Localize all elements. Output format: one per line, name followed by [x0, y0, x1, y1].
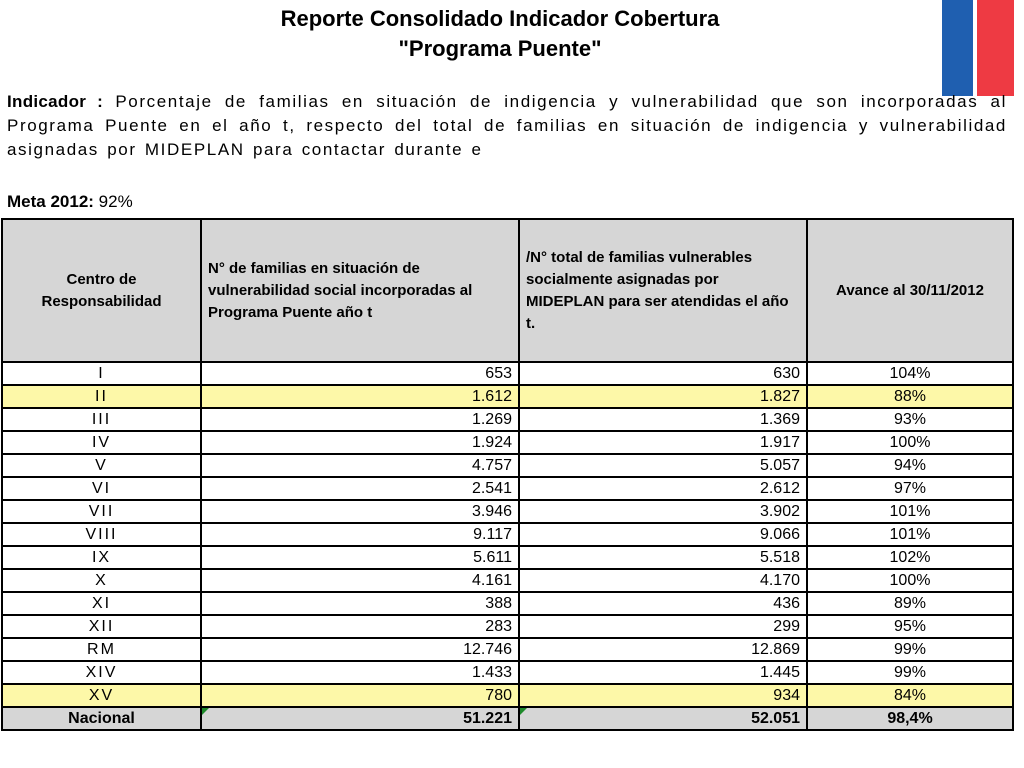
- header-familias-asignadas: /N° total de familias vulnerables socialmente asignadas por MIDEPLAN para ser atendidas el año t.: [519, 219, 807, 362]
- cell-region: VII: [2, 500, 201, 523]
- cell-asignadas: 5.518: [519, 546, 807, 569]
- cell-avance: 88%: [807, 385, 1013, 408]
- title-line-2: "Programa Puente": [398, 36, 602, 61]
- cell-incorporadas: 4.161: [201, 569, 519, 592]
- cell-region: X: [2, 569, 201, 592]
- cell-asignadas: 3.902: [519, 500, 807, 523]
- header-centro-responsabilidad: Centro de Responsabilidad: [2, 219, 201, 362]
- error-indicator-icon: [202, 708, 209, 715]
- cell-avance: 99%: [807, 638, 1013, 661]
- page-title: [0, 4, 1000, 64]
- cell-avance: 95%: [807, 615, 1013, 638]
- header-familias-incorporadas: N° de familias en situación de vulnerabilidad social incorporadas al Programa Puente año t: [201, 219, 519, 362]
- meta-value: 92%: [98, 192, 133, 211]
- header-avance: Avance al 30/11/2012: [807, 219, 1013, 362]
- cell-incorporadas: 9.117: [201, 523, 519, 546]
- cell-incorporadas: 12.746: [201, 638, 519, 661]
- cell-region: III: [2, 408, 201, 431]
- cell-asignadas: 436: [519, 592, 807, 615]
- cell-region: VI: [2, 477, 201, 500]
- cell-total-region: Nacional: [2, 707, 201, 730]
- cell-region: XII: [2, 615, 201, 638]
- cell-asignadas: 12.869: [519, 638, 807, 661]
- table-row: [2, 362, 1013, 385]
- table-row: [2, 684, 1013, 707]
- cell-incorporadas: 283: [201, 615, 519, 638]
- total-asignadas-value: 52.051: [751, 710, 800, 727]
- cell-incorporadas: 1.612: [201, 385, 519, 408]
- table-row: [2, 569, 1013, 592]
- table-row: [2, 615, 1013, 638]
- cell-region: V: [2, 454, 201, 477]
- cell-asignadas: 1.827: [519, 385, 807, 408]
- cell-incorporadas: 4.757: [201, 454, 519, 477]
- cell-asignadas: 2.612: [519, 477, 807, 500]
- indicador-label: Indicador :: [7, 92, 104, 111]
- cell-avance: 100%: [807, 569, 1013, 592]
- table-body: [2, 362, 1013, 730]
- indicador-paragraph: [7, 90, 1007, 162]
- report-table: [1, 218, 1014, 731]
- cell-avance: 99%: [807, 661, 1013, 684]
- table-header-row: [2, 219, 1013, 362]
- cell-avance: 100%: [807, 431, 1013, 454]
- cell-region: RM: [2, 638, 201, 661]
- table-row: [2, 592, 1013, 615]
- cell-total-incorporadas: [201, 707, 519, 730]
- cell-total-avance: 98,4%: [807, 707, 1013, 730]
- cell-incorporadas: 388: [201, 592, 519, 615]
- cell-asignadas: 9.066: [519, 523, 807, 546]
- cell-region: XI: [2, 592, 201, 615]
- cell-region: VIII: [2, 523, 201, 546]
- cell-avance: 104%: [807, 362, 1013, 385]
- table-row: [2, 477, 1013, 500]
- cell-region: IV: [2, 431, 201, 454]
- cell-avance: 102%: [807, 546, 1013, 569]
- table-row: [2, 546, 1013, 569]
- cell-region: IX: [2, 546, 201, 569]
- meta-line: [7, 190, 133, 214]
- total-row: [2, 707, 1013, 730]
- cell-avance: 84%: [807, 684, 1013, 707]
- cell-region: XIV: [2, 661, 201, 684]
- table-row: [2, 454, 1013, 477]
- cell-avance: 93%: [807, 408, 1013, 431]
- cell-avance: 89%: [807, 592, 1013, 615]
- cell-region: II: [2, 385, 201, 408]
- cell-asignadas: 1.369: [519, 408, 807, 431]
- cell-avance: 97%: [807, 477, 1013, 500]
- cell-total-asignadas: [519, 707, 807, 730]
- cell-asignadas: 5.057: [519, 454, 807, 477]
- cell-avance: 101%: [807, 523, 1013, 546]
- cell-incorporadas: 2.541: [201, 477, 519, 500]
- cell-asignadas: 4.170: [519, 569, 807, 592]
- table-row: [2, 523, 1013, 546]
- cell-region: XV: [2, 684, 201, 707]
- title-line-1: Reporte Consolidado Indicador Cobertura: [280, 6, 720, 31]
- table-row: [2, 385, 1013, 408]
- table-row: [2, 661, 1013, 684]
- table-row: [2, 431, 1013, 454]
- cell-asignadas: 630: [519, 362, 807, 385]
- cell-incorporadas: 780: [201, 684, 519, 707]
- table-row: [2, 408, 1013, 431]
- cell-asignadas: 299: [519, 615, 807, 638]
- cell-incorporadas: 1.924: [201, 431, 519, 454]
- cell-asignadas: 1.917: [519, 431, 807, 454]
- cell-incorporadas: 1.269: [201, 408, 519, 431]
- cell-incorporadas: 3.946: [201, 500, 519, 523]
- cell-region: I: [2, 362, 201, 385]
- table-row: [2, 500, 1013, 523]
- cell-avance: 94%: [807, 454, 1013, 477]
- meta-label: Meta 2012:: [7, 192, 94, 211]
- total-incorporadas-value: 51.221: [463, 710, 512, 727]
- cell-asignadas: 934: [519, 684, 807, 707]
- cell-incorporadas: 1.433: [201, 661, 519, 684]
- error-indicator-icon: [520, 708, 527, 715]
- cell-incorporadas: 5.611: [201, 546, 519, 569]
- cell-incorporadas: 653: [201, 362, 519, 385]
- cell-asignadas: 1.445: [519, 661, 807, 684]
- table-row: [2, 638, 1013, 661]
- cell-avance: 101%: [807, 500, 1013, 523]
- indicador-text: Porcentaje de familias en situación de indigencia y vulnerabilidad que son incorporadas al Programa Puente en el año t, respecto del total de familias en situación de indigencia y vulnerabilidad asignadas por MIDEPLAN para contactar durante e: [7, 92, 1007, 159]
